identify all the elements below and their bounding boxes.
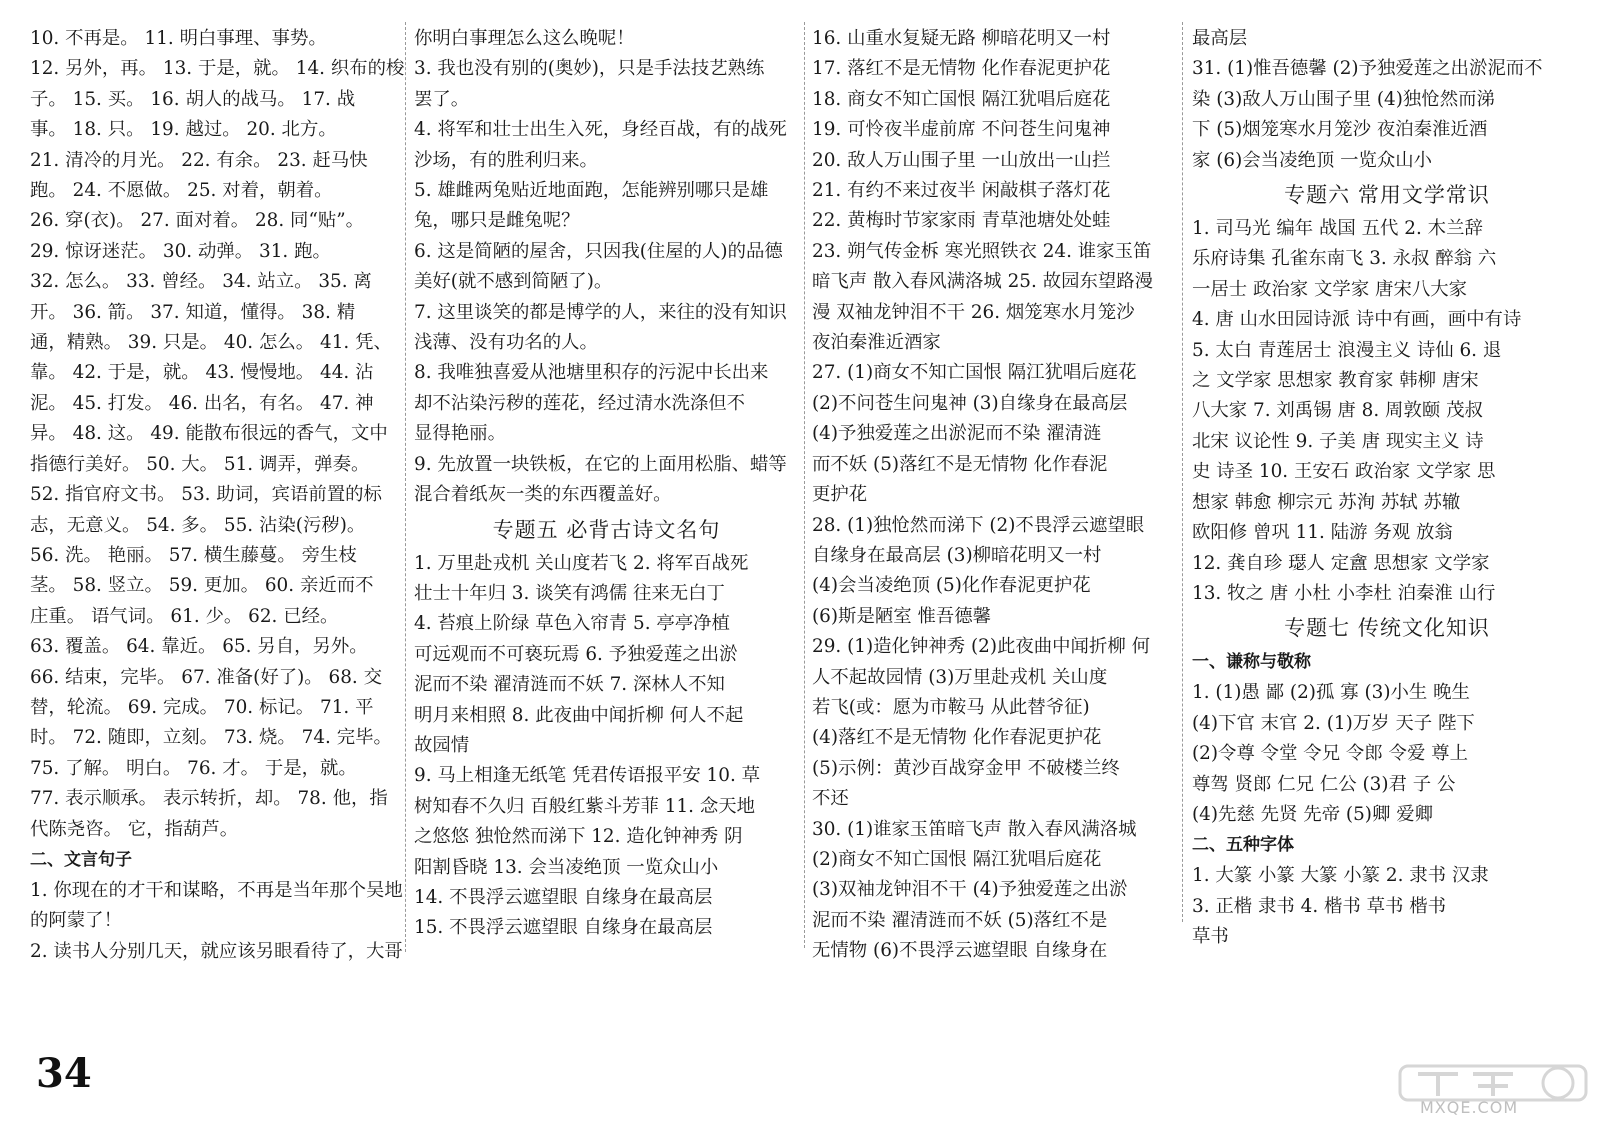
answer-line: 75. 了解。 明白。 76. 才。 于是，就。	[30, 757, 357, 779]
answer-line: 21. 清冷的月光。 22. 有余。 23. 赶马快	[30, 149, 368, 171]
answer-line: 泥。 45. 打发。 46. 出名，有名。 47. 神	[30, 392, 374, 414]
answer-line: 27. (1)商女不知亡国恨 隔江犹唱后庭花	[812, 362, 1137, 384]
answer-line: 9. 马上相逢无纸笔 凭君传语报平安 10. 草	[414, 765, 761, 787]
answer-line: 1. 万里赴戎机 关山度若飞 2. 将军百战死	[414, 552, 749, 574]
answer-line: 28. (1)独怆然而涕下 (2)不畏浮云遮望眼	[812, 514, 1145, 536]
answer-line: 之悠悠 独怆然而涕下 12. 造化钟神秀 阴	[414, 826, 743, 848]
answer-line: 5. 雄雌两兔贴近地面跑，怎能辨别哪只是雄	[414, 180, 769, 202]
answer-line: (4)先慈 先贤 先帝 (5)卿 爱卿	[1192, 803, 1434, 825]
answer-line: 4. 唐 山水田园诗派 诗中有画，画中有诗	[1192, 309, 1522, 331]
answer-line: 不还	[812, 788, 849, 810]
answer-line: 3. 正楷 隶书 4. 楷书 草书 楷书	[1192, 895, 1447, 917]
answer-line: (4)落红不是无情物 化作春泥更护花	[812, 727, 1102, 749]
answer-line: 想家 韩愈 柳宗元 苏洵 苏轼 苏辙	[1192, 491, 1461, 513]
answer-line: 志，无意义。 54. 多。 55. 沾染(污秽)。	[30, 514, 366, 536]
answer-line: 29. 惊讶迷茫。 30. 动弹。 31. 跑。	[30, 240, 331, 262]
answer-column-3	[812, 24, 1174, 967]
answer-line: 靠。 42. 于是，就。 43. 慢慢地。 44. 沾	[30, 362, 374, 384]
answer-line: 26. 穿(衣)。 27. 面对着。 28. 同“贴”。	[30, 210, 365, 232]
answer-line: 一居士 政治家 文学家 唐宋八大家	[1192, 278, 1468, 300]
answer-line: 而不妖 (5)落红不是无情物 化作春泥	[812, 453, 1108, 475]
answer-line: 可远观而不可亵玩焉 6. 予独爱莲之出淤	[414, 643, 738, 665]
answer-line: 20. 敌人万山围子里 一山放出一山拦	[812, 149, 1111, 171]
answer-line: 31. (1)惟吾德馨 (2)予独爱莲之出淤泥而不	[1192, 58, 1543, 80]
subsection-heading: 一、谦称与敬称	[1192, 652, 1311, 673]
answer-line: 异。 48. 这。 49. 能散布很远的香气，文中	[30, 423, 388, 445]
answer-line: 18. 商女不知亡国恨 隔江犹唱后庭花	[812, 88, 1111, 110]
answer-line: 漫 双袖龙钟泪不干 26. 烟笼寒水月笼沙	[812, 301, 1135, 323]
answer-line: 77. 表示顺承。 表示转折，却。 78. 他，指	[30, 788, 388, 810]
answer-line: 9. 先放置一块铁板，在它的上面用松脂、蜡等	[414, 453, 787, 475]
answer-line: 最高层	[1192, 28, 1248, 49]
answer-line: 树知春不久归 百般红紫斗芳菲 11. 念天地	[414, 795, 756, 817]
answer-line: 乐府诗集 孔雀东南飞 3. 永叔 醉翁 六	[1192, 248, 1497, 270]
subsection-heading: 二、文言句子	[30, 849, 132, 870]
answer-line: 10. 不再是。 11. 明白事理、事势。	[30, 28, 327, 49]
answer-line: 却不沾染污秽的莲花，经过清水洗涤但不	[414, 392, 746, 414]
answer-line: 56. 洗。 艳丽。 57. 横生藤蔓。 旁生枝	[30, 544, 357, 566]
answer-line: 1. 你现在的才干和谋略，不再是当年那个吴地	[30, 879, 403, 901]
answer-line: 史 诗圣 10. 王安石 政治家 文学家 思	[1192, 461, 1496, 483]
answer-line: 19. 可怜夜半虚前席 不问苍生问鬼神	[812, 119, 1111, 141]
answer-line: 之 文学家 思想家 教育家 韩柳 唐宋	[1192, 370, 1479, 392]
answer-line: 8. 我唯独喜爱从池塘里积存的污泥中长出来	[414, 362, 769, 384]
answer-line: 沙场，有的胜利归来。	[414, 149, 598, 171]
answer-line: 茎。 58. 竖立。 59. 更加。 60. 亲近而不	[30, 575, 374, 597]
answer-line: 故园情	[414, 734, 470, 756]
answer-line: 29. (1)造化钟神秀 (2)此夜曲中闻折柳 何	[812, 636, 1150, 658]
subsection-heading: 二、五种字体	[1192, 835, 1294, 856]
answer-line: 罢了。	[414, 88, 470, 110]
answer-line: 2. 读书人分别几天，就应该另眼看待了，大哥	[30, 940, 403, 962]
answer-line: 事。 18. 只。 19. 越过。 20. 北方。	[30, 119, 337, 141]
answer-line: 下 (5)烟笼寒水月笼沙 夜泊秦淮近酒	[1192, 119, 1488, 141]
answer-line: 草书	[1192, 926, 1229, 948]
answer-line: 52. 指官府文书。 53. 助词，宾语前置的标	[30, 484, 382, 506]
answer-line: 庄重。 语气词。 61. 少。 62. 已经。	[30, 605, 339, 627]
answer-line: 63. 覆盖。 64. 靠近。 65. 另自，另外。	[30, 636, 368, 658]
answer-line: 1. 大篆 小篆 大篆 小篆 2. 隶书 汉隶	[1192, 865, 1489, 887]
answer-line: 15. 不畏浮云遮望眼 自缘身在最高层	[414, 917, 713, 939]
answer-line: 人不起故园情 (3)万里赴戎机 关山度	[812, 666, 1108, 688]
answer-line: 欧阳修 曾巩 11. 陆游 务观 放翁	[1192, 522, 1453, 544]
answer-line: 明月来相照 8. 此夜曲中闻折柳 何人不起	[414, 704, 744, 726]
answer-line: 的阿蒙了！	[30, 910, 122, 932]
answer-line: 兔，哪只是雌兔呢？	[414, 210, 580, 232]
answer-line: 八大家 7. 刘禹锡 唐 8. 周敦颐 茂叔	[1192, 400, 1483, 422]
answer-line: 自缘身在最高层 (3)柳暗花明又一村	[812, 544, 1102, 566]
section-title: 专题六 常用文学常识	[1284, 183, 1490, 208]
answer-line: 壮士十年归 3. 谈笑有鸿儒 往来无白丁	[414, 582, 725, 604]
answer-column-2	[414, 24, 799, 944]
answer-line: 4. 将军和壮士出生入死，身经百战，有的战死	[414, 119, 787, 141]
answer-line: 夜泊秦淮近酒家	[812, 332, 941, 354]
answer-line: 阳割昏晓 13. 会当凌绝顶 一览众山小	[414, 856, 719, 878]
answer-line: 6. 这是简陋的屋舍，只因我(住屋的人)的品德	[414, 240, 783, 262]
answer-line: 无情物 (6)不畏浮云遮望眼 自缘身在	[812, 940, 1108, 962]
answer-line: 尊驾 贤郎 仁兄 仁公 (3)君 子 公	[1192, 773, 1456, 795]
answer-line: 12. 另外，再。 13. 于是，就。 14. 织布的梭	[30, 58, 405, 80]
answer-line: (3)双袖龙钟泪不干 (4)予独爱莲之出淤	[812, 879, 1128, 901]
answer-line: 更护花	[812, 484, 868, 506]
answer-line: 泥而不染 濯清涟而不妖 7. 深林人不知	[414, 674, 725, 696]
answer-line: 30. (1)谁家玉笛暗飞声 散入春风满洛城	[812, 818, 1137, 840]
answer-line: 跑。 24. 不愿做。 25. 对着，朝着。	[30, 180, 333, 202]
answer-line: (4)予独爱莲之出淤泥而不染 濯清涟	[812, 423, 1102, 445]
answer-line: 替，轮流。 69. 完成。 70. 标记。 71. 平	[30, 696, 374, 718]
page-number: 34	[36, 1050, 92, 1097]
answer-line: 家 (6)会当凌绝顶 一览众山小	[1192, 149, 1433, 171]
answer-line: 7. 这里谈笑的都是博学的人，来往的没有知识	[414, 301, 787, 323]
answer-line: (6)斯是陋室 惟吾德馨	[812, 605, 992, 627]
section-title: 专题七 传统文化知识	[1284, 616, 1490, 641]
answer-line: 66. 结束，完毕。 67. 准备(好了)。 68. 交	[30, 666, 383, 688]
column-divider	[804, 22, 805, 948]
watermark-text: MXQE.COM	[1420, 1098, 1519, 1117]
answer-column-1	[30, 24, 405, 967]
answer-line: 泥而不染 濯清涟而不妖 (5)落红不是	[812, 909, 1108, 931]
answer-line: 暗飞声 散入春风满洛城 25. 故园东望路漫	[812, 271, 1154, 293]
answer-line: (2)不问苍生问鬼神 (3)自缘身在最高层	[812, 392, 1128, 414]
answer-line: 1. (1)愚 鄙 (2)孤 寡 (3)小生 晚生	[1192, 682, 1470, 704]
answer-line: 若飞(或：愿为市鞍马 从此替爷征)	[812, 696, 1090, 718]
answer-line: (2)商女不知亡国恨 隔江犹唱后庭花	[812, 848, 1102, 870]
answer-line: 5. 太白 青莲居士 浪漫主义 诗仙 6. 退	[1192, 339, 1502, 361]
answer-line: (5)示例：黄沙百战穿金甲 不破楼兰终	[812, 757, 1120, 779]
answer-line: 23. 朔气传金柝 寒光照铁衣 24. 谁家玉笛	[812, 240, 1152, 262]
answer-line: 通，精熟。 39. 只是。 40. 怎么。 41. 凭、	[30, 332, 392, 354]
answer-column-4	[1192, 24, 1582, 953]
answer-line: 17. 落红不是无情物 化作春泥更护花	[812, 58, 1111, 80]
section-title: 专题五 必背古诗文名句	[492, 517, 721, 542]
column-divider	[1182, 22, 1183, 922]
answer-line: 3. 我也没有别的(奥妙)，只是手法技艺熟练	[414, 58, 765, 80]
answer-line: 你明白事理怎么这么晚呢！	[414, 28, 635, 49]
answer-line: 指德行美好。 50. 大。 51. 调弄，弹奏。	[30, 453, 370, 475]
answer-line: 16. 山重水复疑无路 柳暗花明又一村	[812, 28, 1111, 49]
column-divider	[405, 22, 406, 952]
answer-line: 浅薄、没有功名的人。	[414, 332, 598, 354]
answer-line: 子。 15. 买。 16. 胡人的战马。 17. 战	[30, 88, 356, 110]
answer-line: 4. 苔痕上阶绿 草色入帘青 5. 亭亭净植	[414, 613, 730, 635]
answer-line: 混合着纸灰一类的东西覆盖好。	[414, 484, 672, 506]
answer-line: 开。 36. 箭。 37. 知道，懂得。 38. 精	[30, 301, 356, 323]
answer-line: 显得艳丽。	[414, 423, 506, 445]
answer-line: 14. 不畏浮云遮望眼 自缘身在最高层	[414, 886, 713, 908]
answer-line: (4)下官 末官 2. (1)万岁 天子 陛下	[1192, 712, 1475, 734]
answer-line: (2)令尊 令堂 令兄 令郎 令爱 尊上	[1192, 743, 1468, 765]
answer-line: 21. 有约不来过夜半 闲敲棋子落灯花	[812, 180, 1111, 202]
answer-line: 美好(就不感到简陋了)。	[414, 271, 613, 293]
answer-line: 12. 龚自珍 璱人 定盦 思想家 文学家	[1192, 552, 1490, 574]
answer-line: 32. 怎么。 33. 曾经。 34. 站立。 35. 离	[30, 271, 372, 293]
answer-line: 代陈尧咨。 它，指葫芦。	[30, 818, 239, 840]
answer-line: 时。 72. 随即，立刻。 73. 烧。 74. 完毕。	[30, 727, 392, 749]
answer-line: 22. 黄梅时节家家雨 青草池塘处处蛙	[812, 210, 1111, 232]
answer-line: 北宋 议论性 9. 子美 唐 现实主义 诗	[1192, 430, 1484, 452]
answer-line: (4)会当凌绝顶 (5)化作春泥更护花	[812, 575, 1091, 597]
answer-line: 染 (3)敌人万山围子里 (4)独怆然而涕	[1192, 88, 1495, 110]
answer-line: 1. 司马光 编年 战国 五代 2. 木兰辞	[1192, 218, 1483, 240]
answer-line: 13. 牧之 唐 小杜 小李杜 泊秦淮 山行	[1192, 582, 1496, 604]
